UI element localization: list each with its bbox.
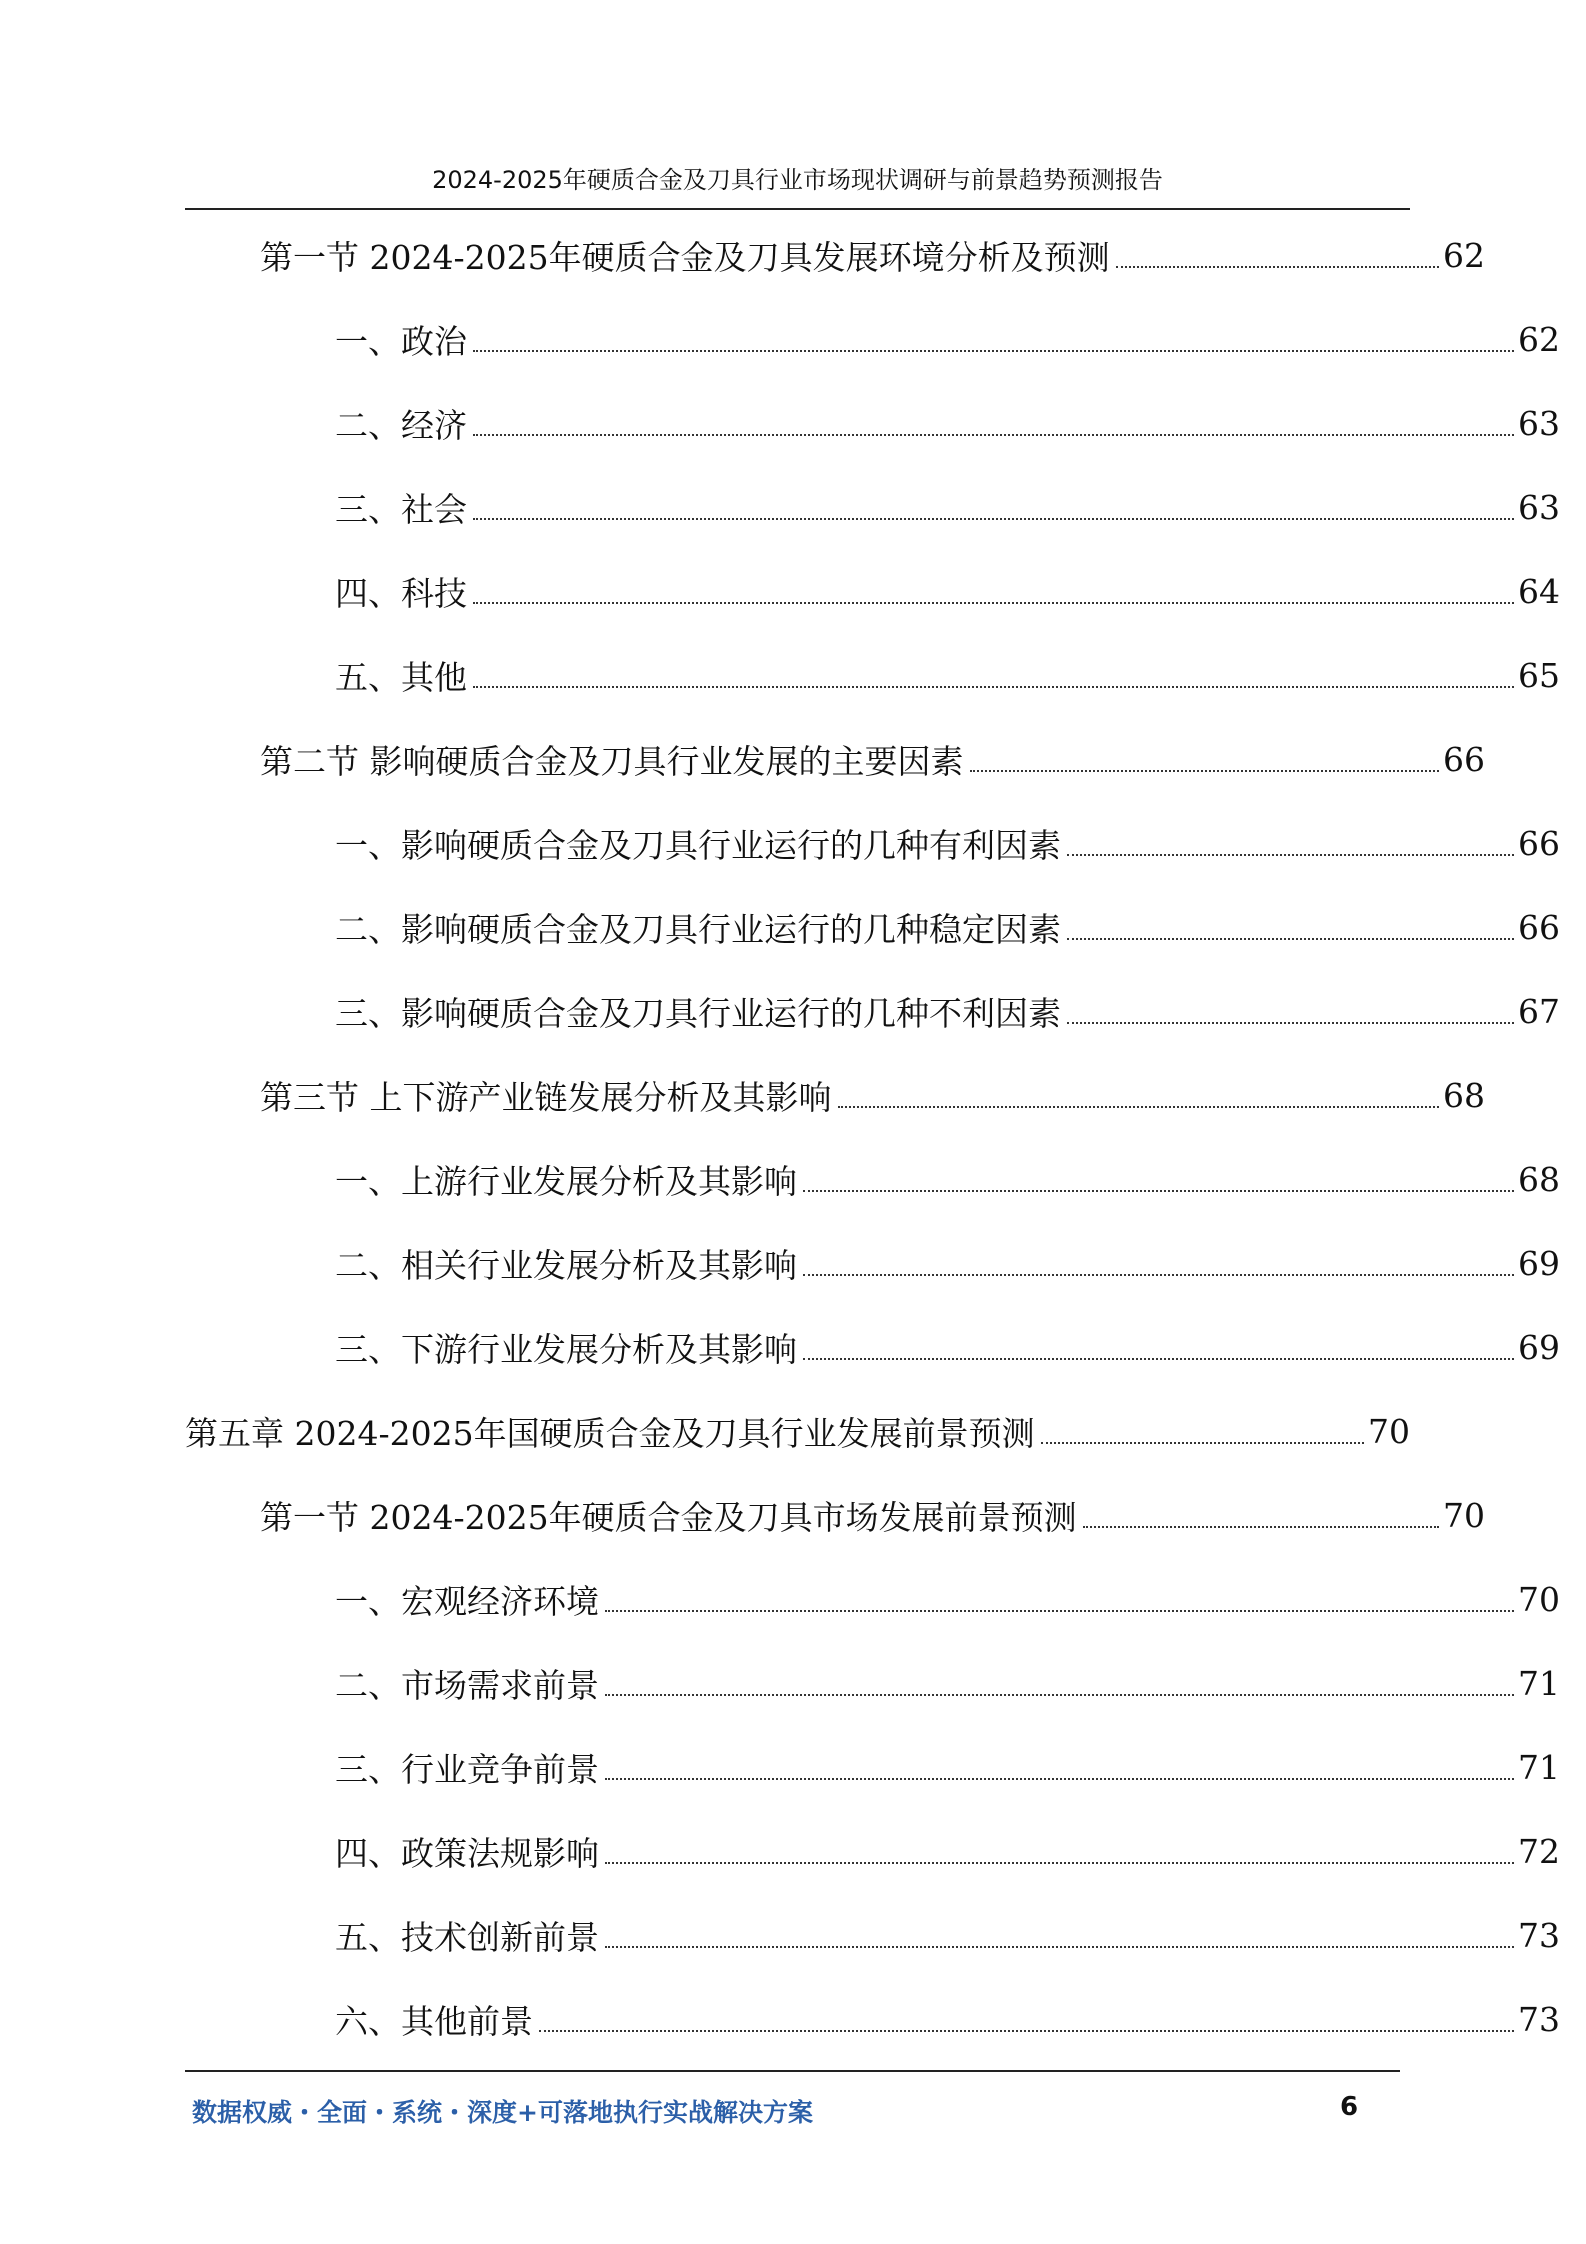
toc-entry-title: 五、其他 bbox=[335, 657, 467, 697]
toc-entry[interactable] bbox=[185, 813, 1560, 873]
toc-entry-title: 第一节 2024-2025年硬质合金及刀具市场发展前景预测 bbox=[260, 1497, 1077, 1537]
toc-entry-page: 66 bbox=[1518, 907, 1560, 947]
toc-entry-title: 三、社会 bbox=[335, 489, 467, 529]
toc-entry-title: 三、下游行业发展分析及其影响 bbox=[335, 1329, 797, 1369]
dot-leader bbox=[1067, 938, 1514, 940]
toc-entry-page: 68 bbox=[1518, 1159, 1560, 1199]
toc-entry-title: 第二节 影响硬质合金及刀具行业发展的主要因素 bbox=[260, 741, 964, 781]
toc-entry-title: 二、市场需求前景 bbox=[335, 1665, 599, 1705]
toc-entry-page: 70 bbox=[1518, 1579, 1560, 1619]
toc-entry[interactable] bbox=[185, 225, 1485, 285]
dot-leader bbox=[1083, 1526, 1439, 1528]
toc-entry-title: 一、上游行业发展分析及其影响 bbox=[335, 1161, 797, 1201]
toc-entry[interactable] bbox=[185, 477, 1560, 537]
toc-entry[interactable] bbox=[185, 1653, 1560, 1713]
dot-leader bbox=[605, 1862, 1514, 1864]
dot-leader bbox=[539, 2030, 1514, 2032]
dot-leader bbox=[473, 602, 1514, 604]
toc-entry-page: 73 bbox=[1518, 1999, 1560, 2039]
page-header-title: 2024-2025年硬质合金及刀具行业市场现状调研与前景趋势预测报告 bbox=[432, 166, 1163, 194]
toc-entry-page: 72 bbox=[1518, 1831, 1560, 1871]
toc-entry-title: 二、影响硬质合金及刀具行业运行的几种稳定因素 bbox=[335, 909, 1061, 949]
dot-leader bbox=[970, 770, 1440, 772]
toc-entry-page: 62 bbox=[1443, 235, 1485, 275]
toc-entry-title: 二、相关行业发展分析及其影响 bbox=[335, 1245, 797, 1285]
toc-entry[interactable] bbox=[185, 1485, 1485, 1545]
toc-entry[interactable] bbox=[185, 1233, 1560, 1293]
dot-leader bbox=[803, 1274, 1514, 1276]
toc-entry-page: 65 bbox=[1518, 655, 1560, 695]
toc-entry[interactable] bbox=[185, 729, 1485, 789]
footer-page-number: 6 bbox=[1340, 2092, 1359, 2122]
footer-slogan: 数据权威・全面・系统・深度+可落地执行实战解决方案 bbox=[192, 2098, 813, 2127]
dot-leader bbox=[1067, 1022, 1514, 1024]
toc-entry-title: 三、影响硬质合金及刀具行业运行的几种不利因素 bbox=[335, 993, 1061, 1033]
toc-entry-title: 第五章 2024-2025年国硬质合金及刀具行业发展前景预测 bbox=[185, 1413, 1035, 1453]
toc-entry-title: 五、技术创新前景 bbox=[335, 1917, 599, 1957]
toc-entry-page: 62 bbox=[1518, 319, 1560, 359]
toc-entry[interactable] bbox=[185, 1905, 1560, 1965]
toc-entry-title: 一、政治 bbox=[335, 321, 467, 361]
dot-leader bbox=[473, 686, 1514, 688]
toc-entry-page: 69 bbox=[1518, 1327, 1560, 1367]
toc-entry[interactable] bbox=[185, 1065, 1485, 1125]
toc-entry[interactable] bbox=[185, 1149, 1560, 1209]
dot-leader bbox=[605, 1610, 1514, 1612]
dot-leader bbox=[1116, 266, 1439, 268]
toc-entry-page: 68 bbox=[1443, 1075, 1485, 1115]
toc-entry[interactable] bbox=[185, 1401, 1410, 1461]
dot-leader bbox=[803, 1358, 1514, 1360]
toc-entry[interactable] bbox=[185, 393, 1560, 453]
toc-entry-title: 四、政策法规影响 bbox=[335, 1833, 599, 1873]
dot-leader bbox=[473, 350, 1514, 352]
toc-entry-title: 三、行业竞争前景 bbox=[335, 1749, 599, 1789]
toc-entry-title: 第一节 2024-2025年硬质合金及刀具发展环境分析及预测 bbox=[260, 237, 1110, 277]
toc-entry[interactable] bbox=[185, 1569, 1560, 1629]
dot-leader bbox=[1067, 854, 1514, 856]
toc-entry-page: 66 bbox=[1518, 823, 1560, 863]
dot-leader bbox=[473, 434, 1514, 436]
toc-entry[interactable] bbox=[185, 561, 1560, 621]
toc-entry[interactable] bbox=[185, 309, 1560, 369]
toc-entry[interactable] bbox=[185, 1821, 1560, 1881]
dot-leader bbox=[605, 1778, 1514, 1780]
toc-entry-page: 64 bbox=[1518, 571, 1560, 611]
dot-leader bbox=[838, 1106, 1440, 1108]
dot-leader bbox=[605, 1694, 1514, 1696]
toc-entry-page: 70 bbox=[1443, 1495, 1485, 1535]
toc-entry-page: 66 bbox=[1443, 739, 1485, 779]
toc-entry-title: 第三节 上下游产业链发展分析及其影响 bbox=[260, 1077, 832, 1117]
toc-entry-title: 一、影响硬质合金及刀具行业运行的几种有利因素 bbox=[335, 825, 1061, 865]
toc-entry-page: 67 bbox=[1518, 991, 1560, 1031]
toc-entry-title: 六、其他前景 bbox=[335, 2001, 533, 2041]
toc-entry-title: 四、科技 bbox=[335, 573, 467, 613]
dot-leader bbox=[473, 518, 1514, 520]
toc-entry-title: 二、经济 bbox=[335, 405, 467, 445]
footer-divider bbox=[185, 2070, 1400, 2072]
header-divider bbox=[185, 208, 1410, 210]
dot-leader bbox=[803, 1190, 1514, 1192]
toc-entry-page: 73 bbox=[1518, 1915, 1560, 1955]
toc-entry-page: 71 bbox=[1518, 1663, 1560, 1703]
toc-entry[interactable] bbox=[185, 981, 1560, 1041]
dot-leader bbox=[1041, 1442, 1364, 1444]
toc-entry[interactable] bbox=[185, 897, 1560, 957]
dot-leader bbox=[605, 1946, 1514, 1948]
toc-entry-title: 一、宏观经济环境 bbox=[335, 1581, 599, 1621]
toc-entry[interactable] bbox=[185, 1737, 1560, 1797]
toc-entry[interactable] bbox=[185, 645, 1560, 705]
toc-entry[interactable] bbox=[185, 1989, 1560, 2049]
toc-entry-page: 70 bbox=[1368, 1411, 1410, 1451]
toc-entry-page: 71 bbox=[1518, 1747, 1560, 1787]
toc-entry-page: 69 bbox=[1518, 1243, 1560, 1283]
toc-entry[interactable] bbox=[185, 1317, 1560, 1377]
toc-entry-page: 63 bbox=[1518, 487, 1560, 527]
toc-entry-page: 63 bbox=[1518, 403, 1560, 443]
